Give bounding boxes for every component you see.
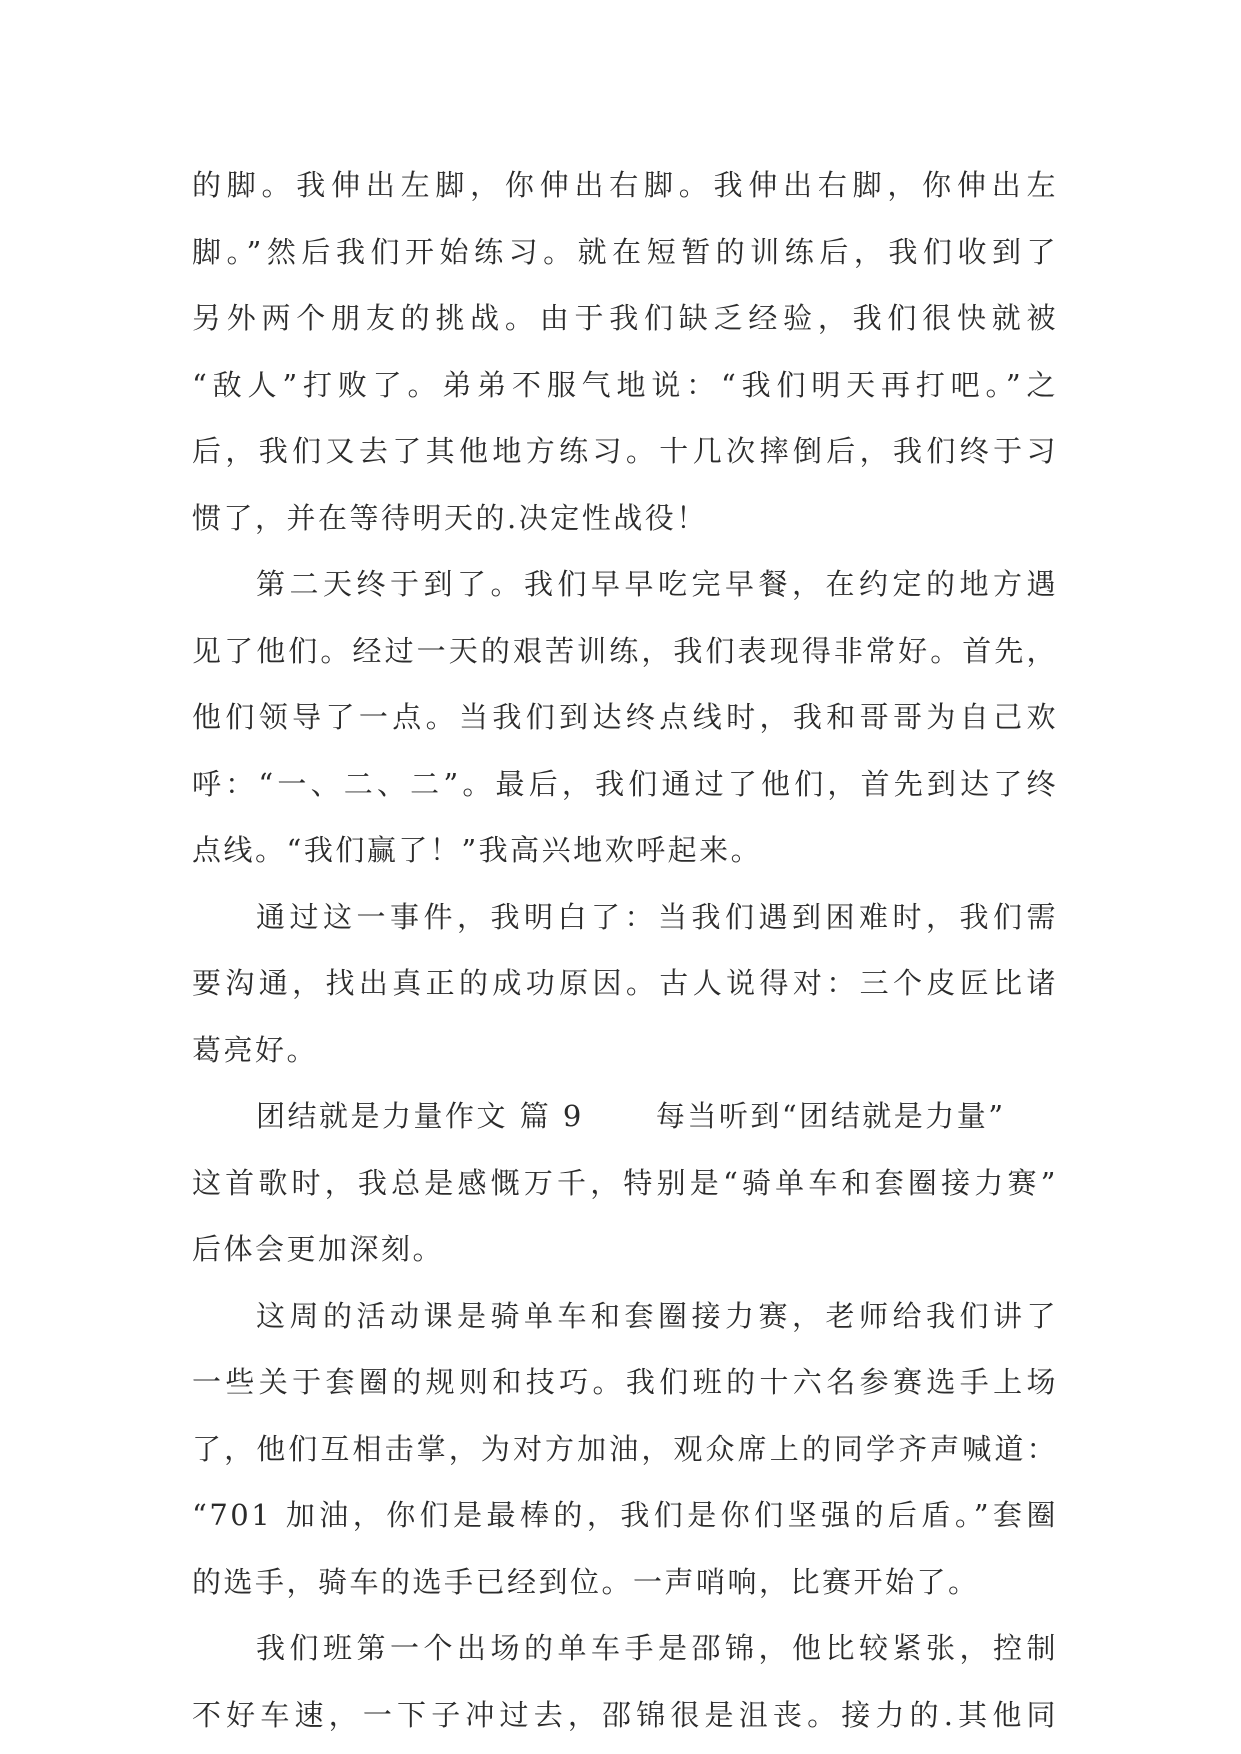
text-line: 后，我们又去了其他地方练习。十几次摔倒后，我们终于习 <box>192 434 1058 468</box>
essay-body <box>192 152 1058 1748</box>
text-line: 点线。“我们赢了！”我高兴地欢呼起来。 <box>192 833 763 867</box>
text-line: 要沟通，找出真正的成功原因。古人说得对：三个皮匠比诸 <box>192 966 1058 1000</box>
paragraph-opening: 每当听到“团结就是力量” <box>655 1099 1006 1133</box>
paragraph-start-line: 我们班第一个出场的单车手是邵锦，他比较紧张，控制 <box>256 1631 1058 1665</box>
text-line: 的脚。我伸出左脚，你伸出右脚。我伸出右脚，你伸出左 <box>192 168 1058 202</box>
text-line: 见了他们。经过一天的艰苦训练，我们表现得非常好。首先， <box>192 633 1058 668</box>
text-line: 后体会更加深刻。 <box>192 1232 445 1266</box>
text-line: 了，他们互相击掌，为对方加油，观众席上的同学齐声喊道： <box>192 1431 1058 1466</box>
paragraph-start-line: 通过这一事件，我明白了：当我们遇到困难时，我们需 <box>256 899 1058 934</box>
text-line: 一些关于套圈的规则和技巧。我们班的十六名参赛选手上场 <box>192 1365 1058 1399</box>
paragraph-start-line: 第二天终于到了。我们早早吃完早餐，在约定的地方遇 <box>256 567 1058 601</box>
text-line: 惯了，并在等待明天的.决定性战役！ <box>192 500 708 535</box>
text-line: 他们领导了一点。当我们到达终点线时，我和哥哥为自己欢 <box>192 700 1058 734</box>
text-line: 呼：“一、二、二”。最后，我们通过了他们，首先到达了终 <box>192 766 1058 801</box>
text-line: “敌人”打败了。弟弟不服气地说：“我们明天再打吧。”之 <box>192 367 1058 402</box>
section-heading-line <box>192 1083 1058 1150</box>
section-heading: 团结就是力量作文 篇 9 <box>256 1099 584 1133</box>
text-line: 葛亮好。 <box>192 1032 319 1067</box>
text-line: 脚。”然后我们开始练习。就在短暂的训练后，我们收到了 <box>192 234 1058 269</box>
paragraph-start-line: 这周的活动课是骑单车和套圈接力赛，老师给我们讲了 <box>256 1298 1058 1333</box>
text-line: “701 加油，你们是最棒的，我们是你们坚强的后盾。”套圈 <box>192 1498 1058 1532</box>
text-line: 另外两个朋友的挑战。由于我们缺乏经验，我们很快就被 <box>192 301 1058 335</box>
text-line: 这首歌时，我总是感慨万千，特别是“骑单车和套圈接力赛” <box>192 1165 1058 1200</box>
text-line: 的选手，骑车的选手已经到位。一声哨响，比赛开始了。 <box>192 1564 980 1599</box>
text-line: 不好车速，一下子冲过去，邵锦很是沮丧。接力的.其他同 <box>192 1697 1058 1732</box>
